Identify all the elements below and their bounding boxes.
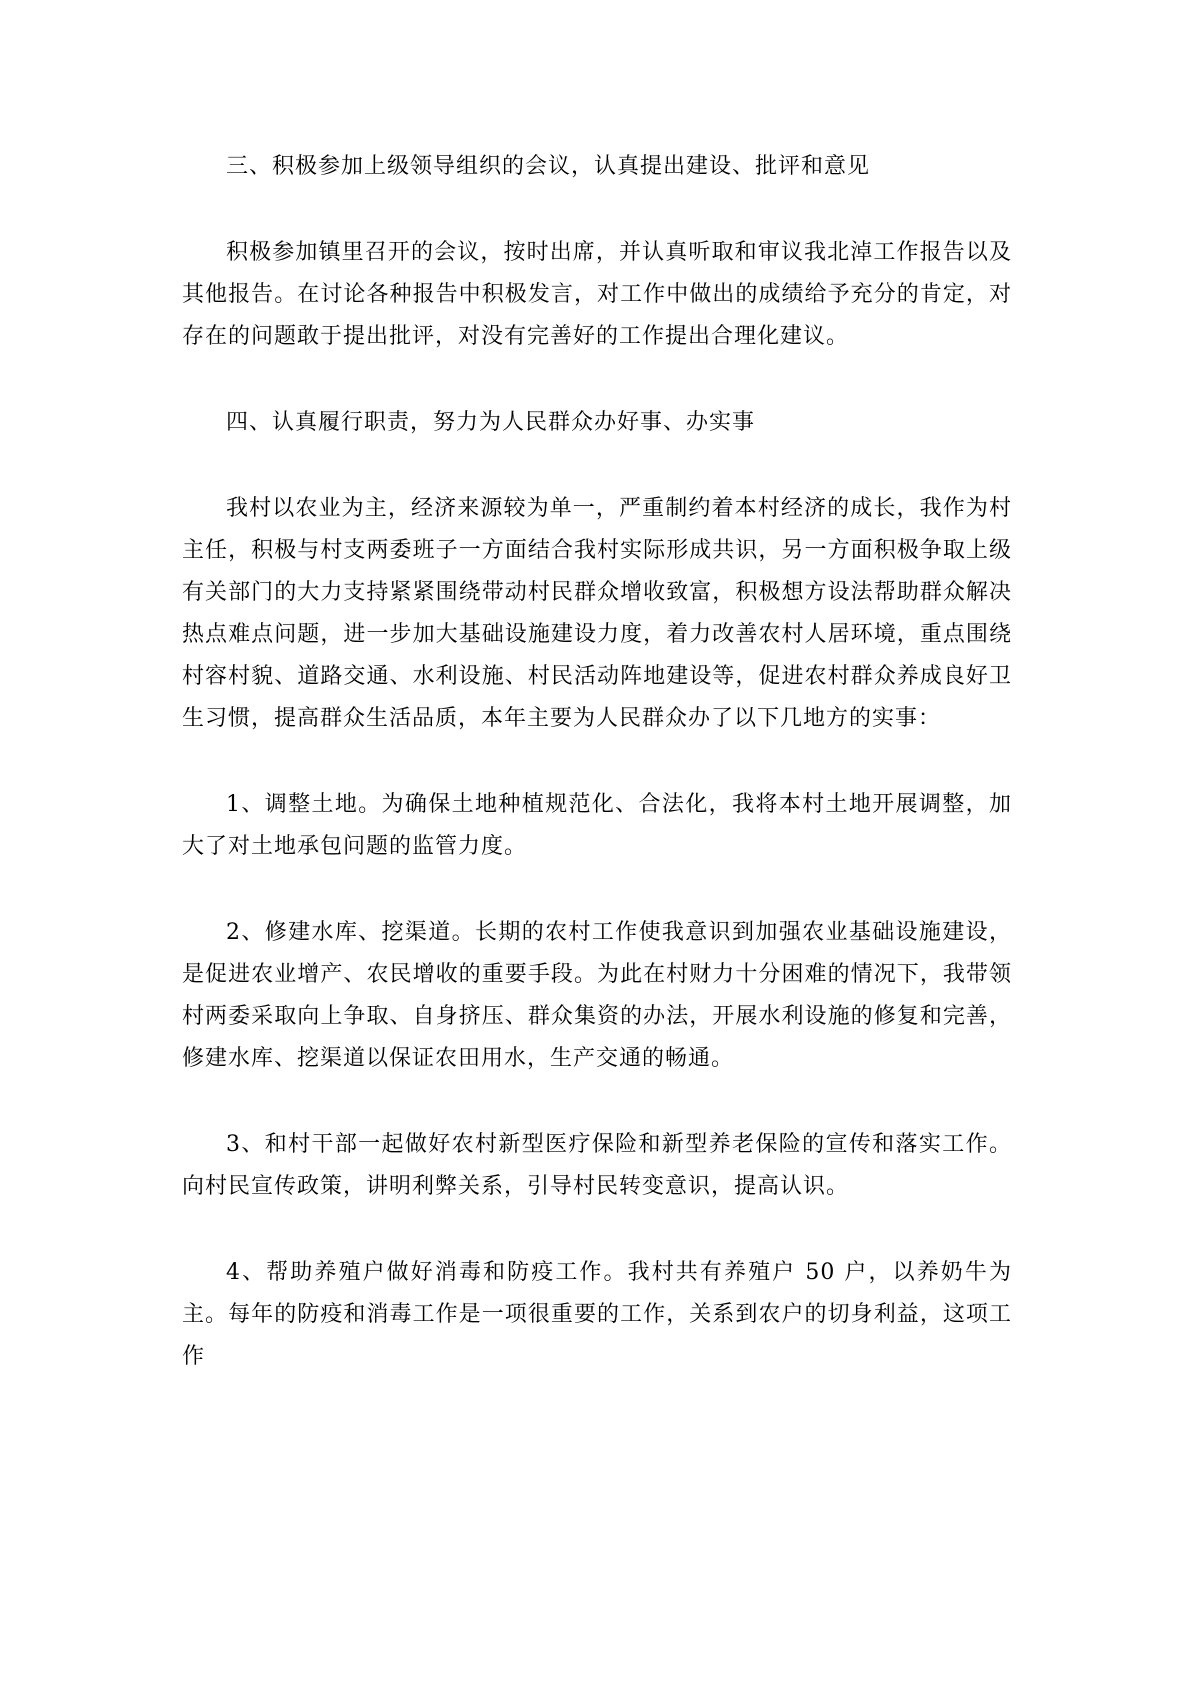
list-item-3-insurance-promotion: 3、和村干部一起做好农村新型医疗保险和新型养老保险的宣传和落实工作。向村民宣传政策，讲明利弊关系，引导村民转变意识，提高认识。 [182, 1132, 1012, 1199]
list-item-2-reservoir-channels: 2、修建水库、挖渠道。长期的农村工作使我意识到加强农业基础设施建设，是促进农业增产、农民增收的重要手段。为此在村财力十分困难的情况下，我带领村两委采取向上争取、自身挤压、群众集资的办法，开展水利设施的修复和完善，修建水库、挖渠道以保证农田用水，生产交通的畅通。 [182, 920, 1012, 1071]
paragraph-meeting-participation: 积极参加镇里召开的会议，按时出席，并认真听取和审议我北淖工作报告以及其他报告。在讨论各种报告中积极发言，对工作中做出的成绩给予充分的肯定，对存在的问题敢于提出批评，对没有完善好的工作提出合理化建议。 [182, 240, 1012, 349]
list-item-4-livestock-epidemic-prevention: 4、帮助养殖户做好消毒和防疫工作。我村共有养殖户 50 户，以养奶牛为主。每年的防疫和消毒工作是一项很重要的工作，关系到农户的切身利益，这项工作 [182, 1260, 1012, 1369]
section-heading-4: 四、认真履行职责，努力为人民群众办好事、办实事 [226, 410, 756, 435]
list-item-1-land-adjustment: 1、调整土地。为确保土地种植规范化、合法化，我将本村土地开展调整，加大了对土地承包问题的监管力度。 [182, 792, 1012, 859]
paragraph-village-economy: 我村以农业为主，经济来源较为单一，严重制约着本村经济的成长，我作为村主任，积极与村支两委班子一方面结合我村实际形成共识，另一方面积极争取上级有关部门的大力支持紧紧围绕带动村民群众增收致富，积极想方设法帮助群众解决热点难点问题，进一步加大基础设施建设力度，着力改善农村人居环境，重点围绕村容村貌、道路交通、水利设施、村民活动阵地建设等，促进农村群众养成良好卫生习惯，提高群众生活品质，本年主要为人民群众办了以下几地方的实事： [182, 496, 1012, 731]
document-body [182, 146, 1012, 1422]
section-heading-3: 三、积极参加上级领导组织的会议，认真提出建设、批评和意见 [226, 154, 871, 179]
